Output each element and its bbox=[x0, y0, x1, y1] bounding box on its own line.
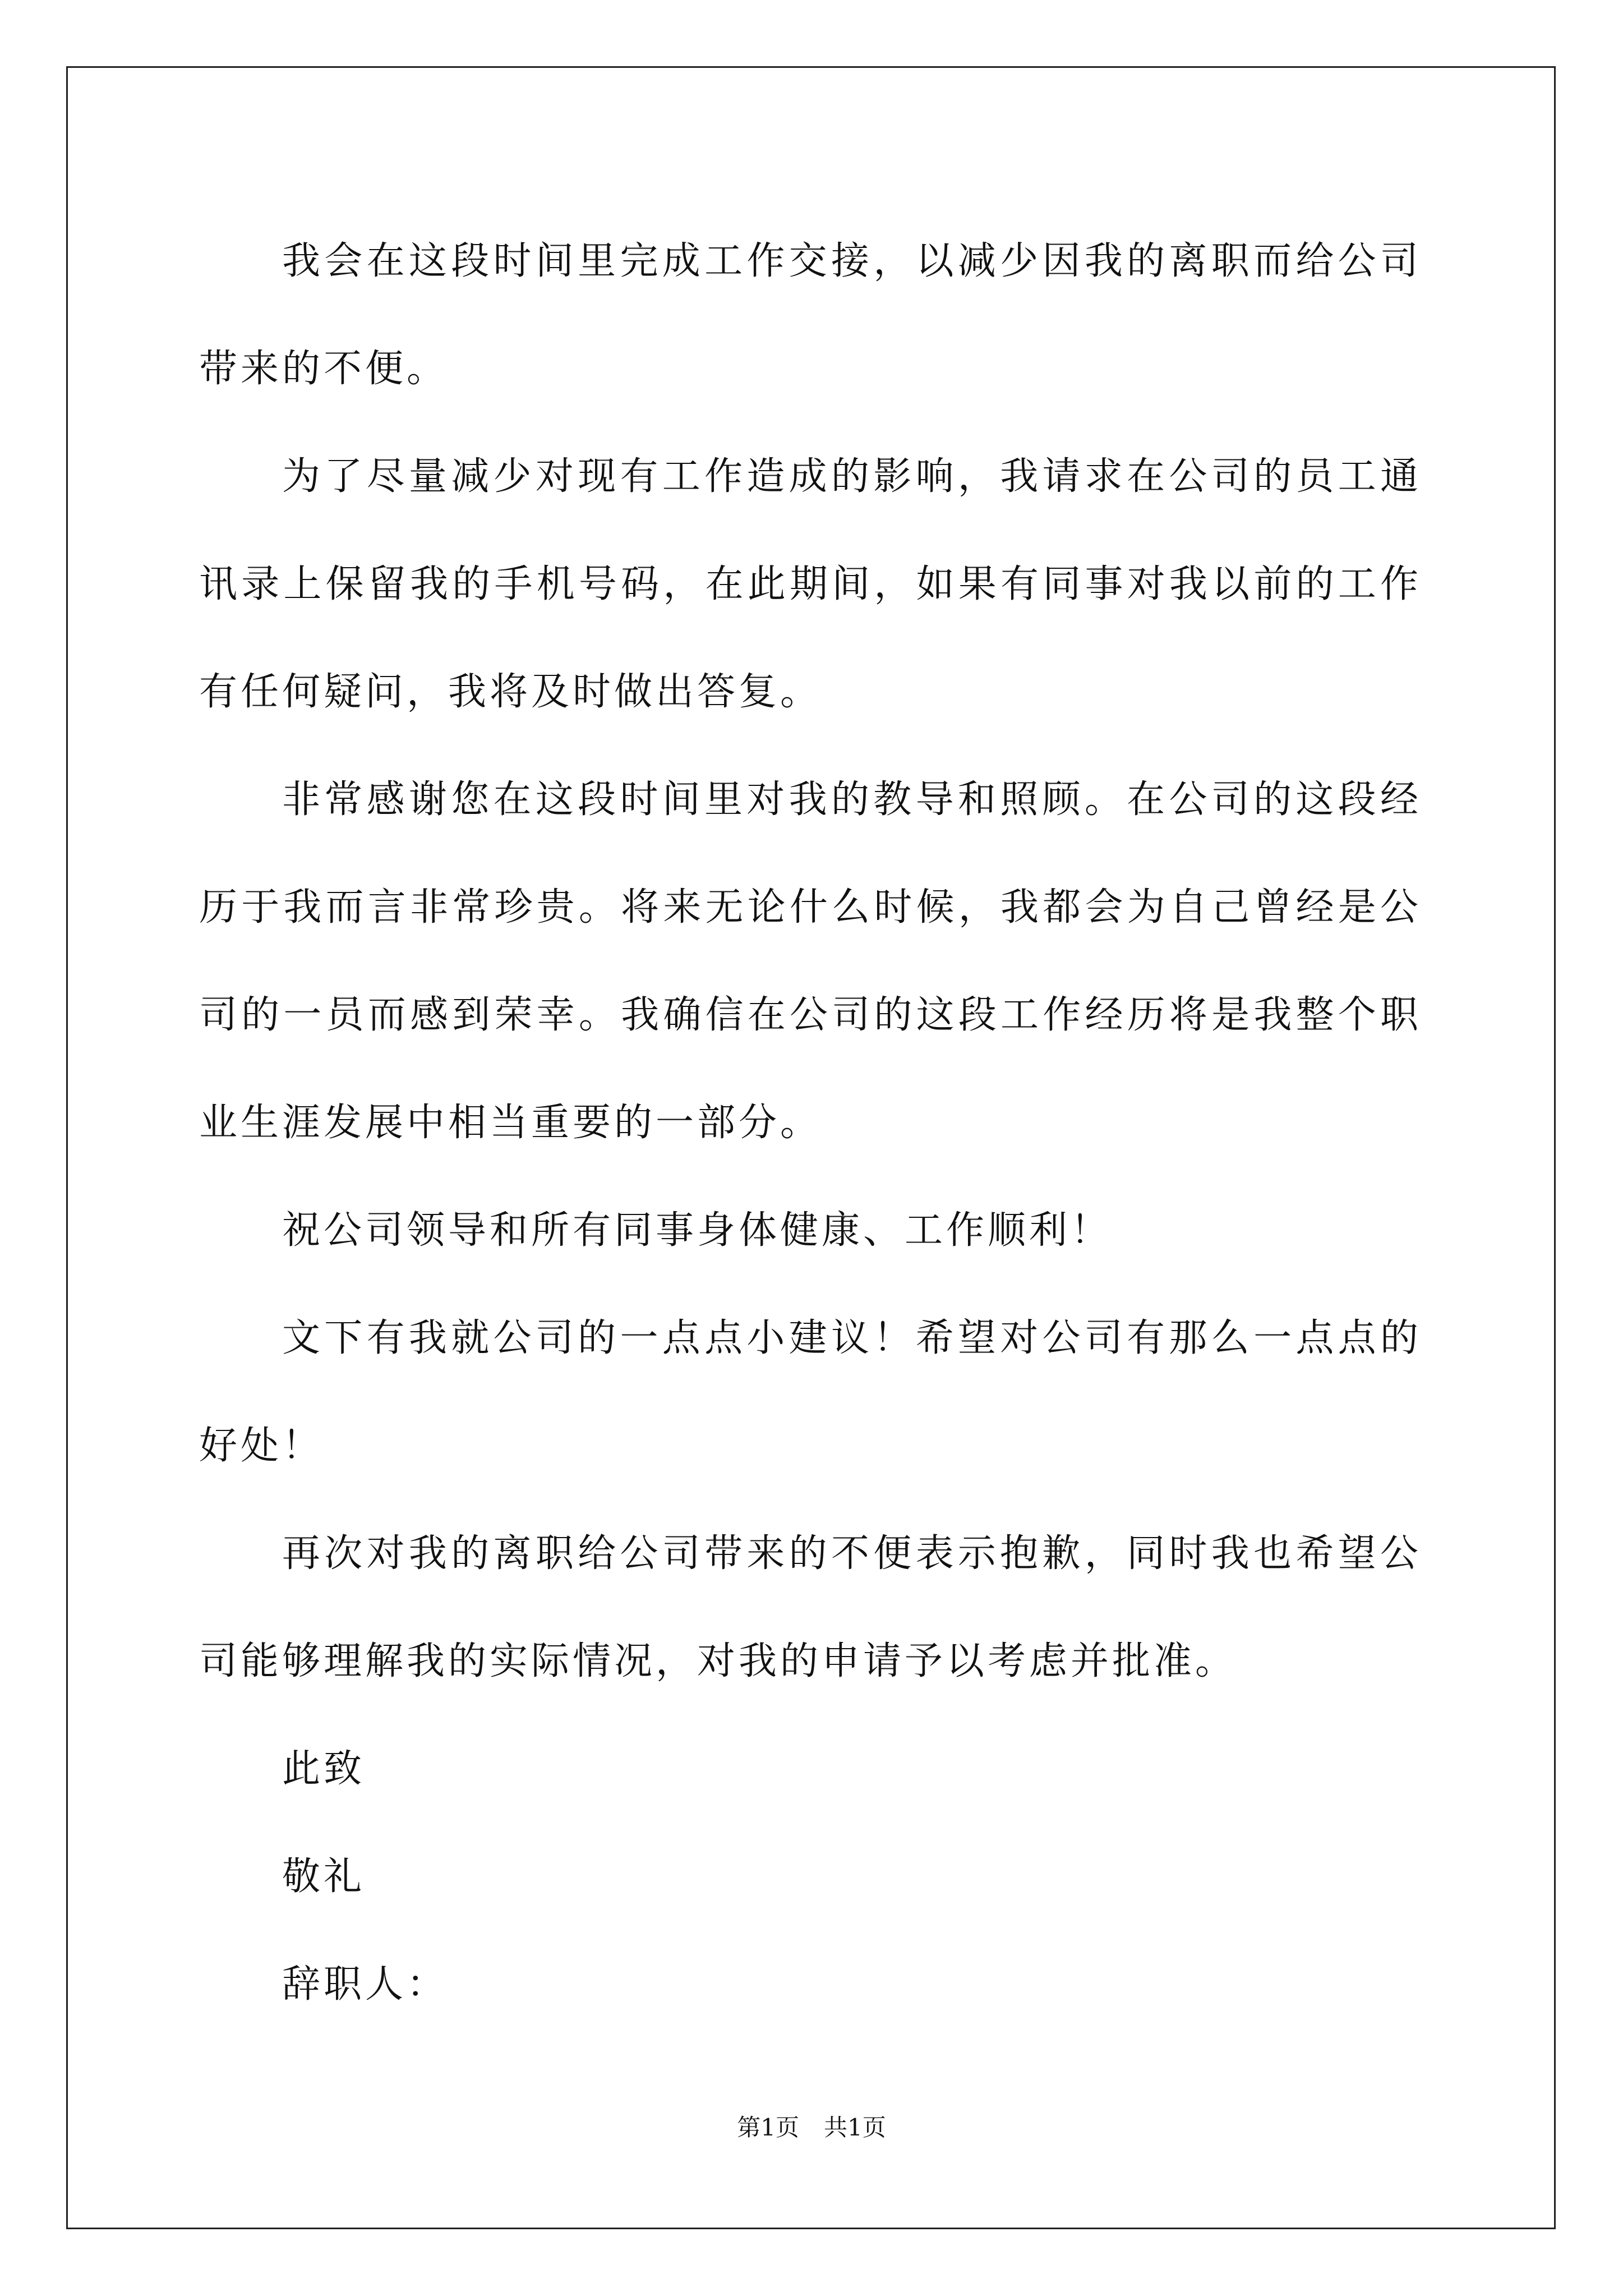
page-footer bbox=[0, 2109, 1623, 2143]
letter-body bbox=[199, 208, 1422, 2039]
paragraph-wishes: 祝公司领导和所有同事身体健康、工作顺利！ bbox=[282, 1208, 1113, 1253]
paragraph-suggestion: 文下有我就公司的一点点小建议！希望对公司有那么一点点的好处！ bbox=[199, 1316, 1422, 1468]
signature-line: 辞职人： bbox=[282, 1962, 449, 2007]
paragraph-contact: 为了尽量减少对现有工作造成的影响，我请求在公司的员工通讯录上保留我的手机号码，在此期间，如果有同事对我以前的工作有任何疑问，我将及时做出答复。 bbox=[199, 454, 1422, 714]
paragraph-handover: 我会在这段时间里完成工作交接，以减少因我的离职而给公司带来的不便。 bbox=[199, 239, 1422, 391]
paragraph-thanks: 非常感谢您在这段时间里对我的教导和照顾。在公司的这段经历于我而言非常珍贵。将来无论什么时候，我都会为自己曾经是公司的一员而感到荣幸。我确信在公司的这段工作经历将是我整个职业生涯发展中相当重要的一部分。 bbox=[199, 777, 1422, 1145]
page-number-total: 共1页 bbox=[824, 2114, 886, 2141]
closing-salutation: 此致 bbox=[282, 1747, 366, 1791]
paragraph-apology: 再次对我的离职给公司带来的不便表示抱歉，同时我也希望公司能够理解我的实际情况，对我的申请予以考虑并批准。 bbox=[199, 1531, 1422, 1683]
closing-regards: 敬礼 bbox=[282, 1855, 366, 1899]
page-number-current: 第1页 bbox=[737, 2114, 799, 2141]
